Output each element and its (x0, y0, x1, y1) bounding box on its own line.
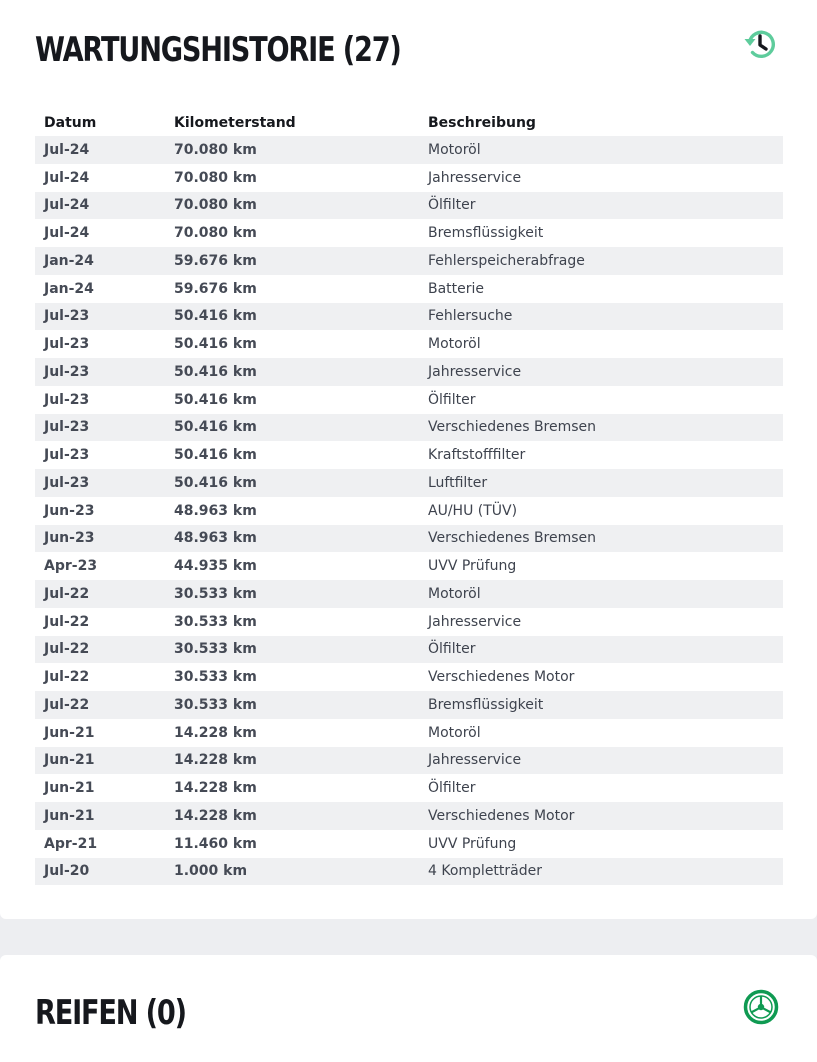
cell-description: Luftfilter (419, 469, 783, 497)
cell-date: Jul-23 (35, 303, 165, 331)
cell-date: Jul-23 (44, 336, 90, 353)
cell-description: AU/HU (TÜV) (428, 502, 518, 519)
history-icon (743, 26, 779, 62)
table-row (35, 497, 783, 525)
cell-date: Jul-24 (35, 136, 165, 164)
table-row (35, 663, 783, 691)
cell-description: Motoröl (428, 724, 481, 741)
cell-description: Jahresservice (428, 613, 522, 630)
cell-mileage: 14.228 km (165, 802, 419, 830)
cell-date: Jul-22 (35, 691, 165, 719)
cell-mileage: 70.080 km (174, 225, 257, 242)
maintenance-history-rows (35, 136, 783, 885)
maintenance-history-title: WARTUNGSHISTORIE (27) (35, 30, 401, 70)
cell-date: Jul-22 (44, 669, 90, 686)
table-row (35, 414, 783, 442)
cell-date: Jun-21 (35, 747, 165, 775)
cell-mileage: 30.533 km (174, 669, 257, 686)
cell-mileage: 30.533 km (165, 636, 419, 664)
cell-date: Jun-21 (35, 802, 165, 830)
table-row (35, 386, 783, 414)
table-row (35, 247, 783, 275)
cell-mileage: 50.416 km (165, 414, 419, 442)
cell-description: Kraftstofffilter (428, 447, 526, 464)
cell-date: Jan-24 (44, 280, 94, 297)
cell-mileage: 59.676 km (174, 280, 257, 297)
cell-date: Jul-23 (44, 391, 90, 408)
cell-description: Batterie (428, 280, 485, 297)
column-header-mileage: Kilometerstand (174, 114, 296, 131)
cell-description: Motoröl (419, 580, 783, 608)
table-row (35, 469, 783, 497)
table-row (35, 192, 783, 220)
cell-date: Jun-21 (44, 724, 95, 741)
cell-date: Jul-22 (35, 636, 165, 664)
cell-date: Jul-23 (35, 469, 165, 497)
table-row (35, 330, 783, 358)
cell-mileage: 30.533 km (165, 691, 419, 719)
cell-description: Jahresservice (419, 747, 783, 775)
cell-description: Fehlersuche (419, 303, 783, 331)
cell-mileage: 50.416 km (165, 358, 419, 386)
cell-description: Motoröl (419, 136, 783, 164)
cell-description: Verschiedenes Bremsen (419, 525, 783, 553)
cell-date: Apr-21 (44, 835, 98, 852)
table-row (35, 747, 783, 775)
cell-mileage: 70.080 km (165, 136, 419, 164)
cell-description: UVV Prüfung (428, 835, 517, 852)
tire-icon (743, 989, 779, 1025)
table-row (35, 636, 783, 664)
cell-date: Apr-23 (44, 558, 98, 575)
cell-mileage: 44.935 km (174, 558, 257, 575)
cell-date: Jul-24 (44, 225, 90, 242)
table-row (35, 164, 783, 192)
cell-date: Jul-24 (44, 169, 90, 186)
table-row (35, 858, 783, 886)
cell-date: Jun-23 (35, 525, 165, 553)
table-row (35, 691, 783, 719)
cell-description: Jahresservice (428, 169, 522, 186)
cell-description: Ölfilter (428, 391, 476, 408)
cell-date: Jul-23 (35, 358, 165, 386)
cell-description: UVV Prüfung (428, 558, 517, 575)
tires-card (0, 955, 817, 1062)
cell-description: Ölfilter (428, 780, 476, 797)
cell-mileage: 48.963 km (174, 502, 257, 519)
table-row (35, 719, 783, 747)
cell-mileage: 14.228 km (165, 747, 419, 775)
cell-description: Verschiedenes Bremsen (419, 414, 783, 442)
cell-mileage: 1.000 km (165, 858, 419, 886)
table-row (35, 802, 783, 830)
cell-description: Bremsflüssigkeit (428, 225, 544, 242)
cell-date: Jun-21 (44, 780, 95, 797)
table-row (35, 580, 783, 608)
cell-description: 4 Kompletträder (419, 858, 783, 886)
cell-date: Jun-23 (44, 502, 95, 519)
column-header-date: Datum (44, 114, 97, 131)
cell-mileage: 59.676 km (165, 247, 419, 275)
table-row (35, 608, 783, 636)
cell-date: Jul-20 (35, 858, 165, 886)
table-row (35, 303, 783, 331)
cell-date: Jul-22 (35, 580, 165, 608)
column-header-description: Beschreibung (428, 114, 536, 131)
table-row (35, 358, 783, 386)
maintenance-history-table (35, 109, 783, 885)
cell-mileage: 70.080 km (165, 192, 419, 220)
cell-mileage: 50.416 km (174, 447, 257, 464)
table-row (35, 441, 783, 469)
table-header-row (35, 109, 783, 136)
cell-description: Ölfilter (419, 192, 783, 220)
cell-description: Bremsflüssigkeit (419, 691, 783, 719)
table-row (35, 552, 783, 580)
table-row (35, 525, 783, 553)
cell-date: Jul-22 (44, 613, 90, 630)
cell-mileage: 50.416 km (165, 469, 419, 497)
cell-mileage: 70.080 km (174, 169, 257, 186)
table-row (35, 275, 783, 303)
cell-mileage: 30.533 km (165, 580, 419, 608)
cell-mileage: 14.228 km (174, 724, 257, 741)
cell-mileage: 30.533 km (174, 613, 257, 630)
cell-mileage: 14.228 km (174, 780, 257, 797)
cell-description: Jahresservice (419, 358, 783, 386)
table-row (35, 774, 783, 802)
cell-date: Jan-24 (35, 247, 165, 275)
cell-mileage: 50.416 km (174, 391, 257, 408)
cell-description: Verschiedenes Motor (428, 669, 575, 686)
cell-mileage: 48.963 km (165, 525, 419, 553)
table-row (35, 830, 783, 858)
cell-mileage: 50.416 km (165, 303, 419, 331)
cell-description: Verschiedenes Motor (419, 802, 783, 830)
cell-date: Jul-24 (35, 192, 165, 220)
cell-mileage: 11.460 km (174, 835, 257, 852)
table-row (35, 136, 783, 164)
tires-title: REIFEN (0) (35, 993, 186, 1033)
cell-date: Jul-23 (44, 447, 90, 464)
cell-description: Fehlerspeicherabfrage (419, 247, 783, 275)
cell-description: Ölfilter (419, 636, 783, 664)
cell-date: Jul-23 (35, 414, 165, 442)
table-row (35, 219, 783, 247)
cell-description: Motoröl (428, 336, 481, 353)
cell-mileage: 50.416 km (174, 336, 257, 353)
